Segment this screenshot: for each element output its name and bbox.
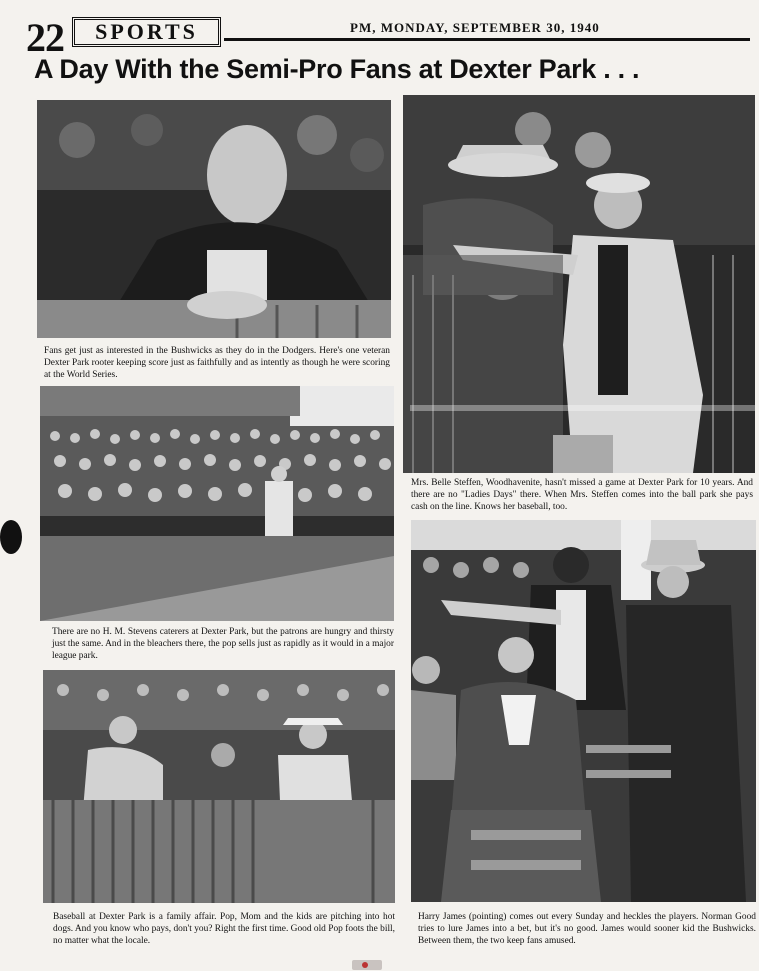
photo-bleachers bbox=[40, 386, 394, 621]
section-label: SPORTS bbox=[72, 17, 221, 47]
caption-bleachers: There are no H. M. Stevens caterers at Dexter Park, but the patrons are hungry and thirsty just the same. And in the bleachers there, the pop sells just as rapidly as it would in a major league park. bbox=[52, 627, 394, 661]
caption-harry-james: Harry James (pointing) comes out every Sunday and heckles the players. Norman Good tries to lure James into a bet, but it's no good. James would sooner kid the Bushwicks. Between them, the two keep fans amused. bbox=[418, 912, 756, 946]
caption-scorekeeper: Fans get just as interested in the Bushwicks as they do in the Dodgers. Here's one veteran Dexter Park rooter keeping score just as faithfully and as intently as though he were scoring at the World Series. bbox=[44, 346, 390, 380]
page-number: 22 bbox=[26, 15, 64, 60]
photo-belle-steffen bbox=[403, 95, 755, 473]
headline: A Day With the Semi-Pro Fans at Dexter Park . . . bbox=[34, 54, 640, 84]
photo-hot-dogs bbox=[43, 670, 395, 903]
dateline: PM, MONDAY, SEPTEMBER 30, 1940 bbox=[350, 20, 600, 35]
header-rule bbox=[224, 38, 750, 41]
punch-hole bbox=[0, 520, 22, 554]
caption-hot-dogs: Baseball at Dexter Park is a family affair. Pop, Mom and the kids are pitching into hot dogs. And you know who pays, don't you? Right the first time. Good old Pop foots the bill, no matter what the locale. bbox=[53, 912, 395, 946]
photo-harry-james bbox=[411, 520, 756, 902]
photo-scorekeeper bbox=[37, 100, 391, 338]
library-stamp bbox=[352, 960, 382, 970]
caption-belle-steffen: Mrs. Belle Steffen, Woodhavenite, hasn't missed a game at Dexter Park for 10 years. And there are no "Ladies Days" there. When Mrs. Steffen comes into the ball park she pays cash on the line. Knows her baseball, too. bbox=[411, 478, 753, 512]
paper-fold bbox=[410, 405, 755, 411]
